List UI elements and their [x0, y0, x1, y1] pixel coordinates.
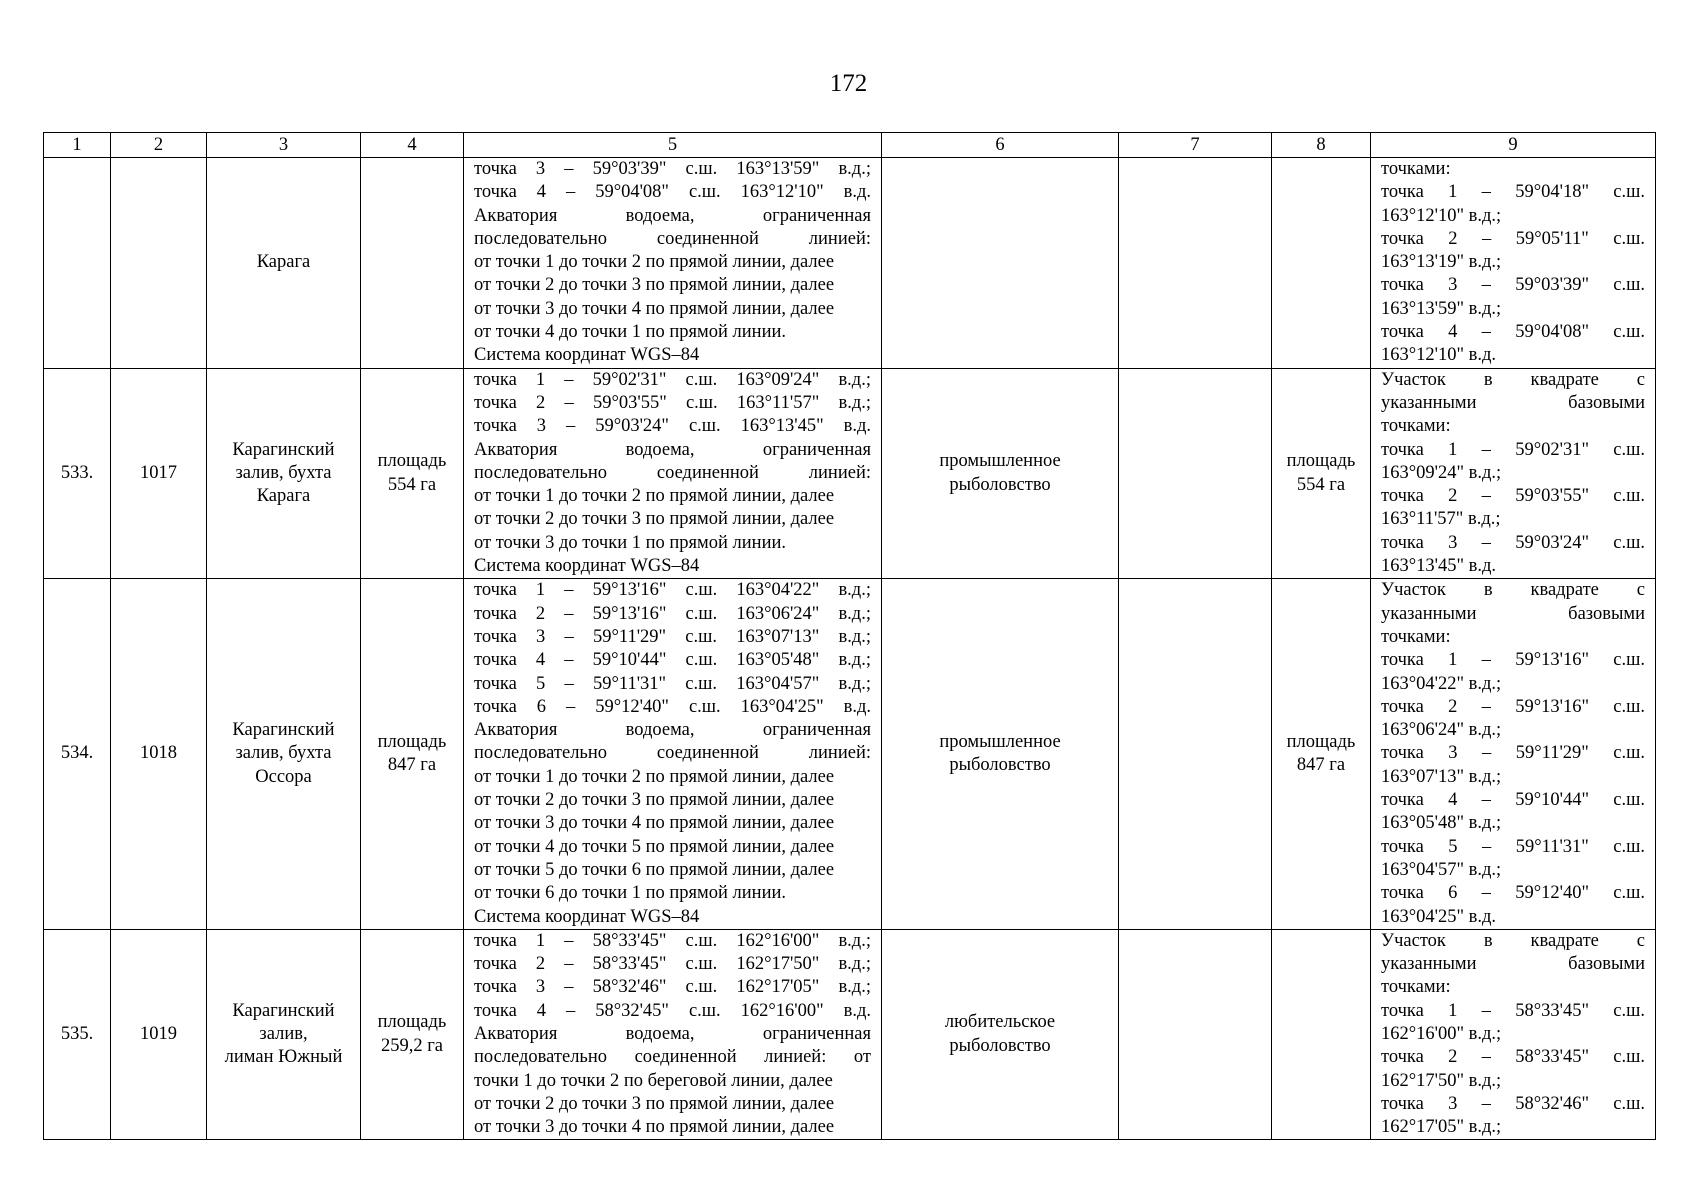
zone-description-line: точка 6 – 59°12'40" с.ш. [1381, 883, 1645, 904]
boundary-description-line: от точки 3 до точки 1 по прямой линии. [474, 532, 786, 553]
column-7-cell [1119, 368, 1272, 579]
area-name-cell [207, 158, 361, 369]
column-7-cell [1119, 158, 1272, 369]
area-name-line: Карага [256, 486, 311, 507]
boundary-description-line: Акватория водоема, ограниченная [474, 439, 871, 460]
zone-description-line: 163°04'57" в.д.; [1381, 859, 1502, 880]
row-number-cell: 534. [44, 579, 111, 929]
zone-description-line: точка 1 – 58°33'45" с.ш. [1381, 1000, 1645, 1021]
column-header: 7 [1119, 133, 1272, 158]
column-header: 8 [1272, 133, 1371, 158]
boundary-description-line: от точки 4 до точки 1 по прямой линии. [474, 322, 786, 343]
boundary-description-line: от точки 6 до точки 1 по прямой линии. [474, 883, 786, 904]
area-size-line: площадь [377, 451, 447, 472]
boundary-description-line: точка 3 – 59°03'24" с.ш. 163°13'45" в.д. [474, 416, 871, 437]
column-number-header [44, 133, 1656, 158]
boundary-description-line: точка 1 – 58°33'45" с.ш. 162°16'00" в.д.; [474, 930, 871, 951]
purpose-cell [882, 158, 1119, 369]
area-size-8-cell [1272, 158, 1371, 369]
boundary-description-line: от точки 1 до точки 2 по прямой линии, далее [474, 252, 835, 273]
zone-description-line: точка 5 – 59°11'31" с.ш. [1381, 836, 1645, 857]
area-size-8-cell [1272, 579, 1371, 929]
area-name-line: Карагинский [232, 720, 335, 741]
zone-description-line: 163°04'22" в.д.; [1381, 673, 1502, 694]
column-7-cell [1119, 579, 1272, 929]
table-row [44, 368, 1656, 579]
area-name-line: Карагинский [232, 439, 335, 460]
zone-description-line: точка 3 – 59°11'29" с.ш. [1381, 743, 1645, 764]
boundary-description-line: от точки 1 до точки 2 по прямой линии, далее [474, 766, 835, 787]
boundary-description-line: точка 3 – 59°11'29" с.ш. 163°07'13" в.д.; [474, 626, 871, 647]
area-code-cell: 1017 [111, 368, 207, 579]
zone-description-line: 163°05'48" в.д.; [1381, 813, 1502, 834]
zone-description-line: точка 1 – 59°13'16" с.ш. [1381, 650, 1645, 671]
area-code-cell [111, 158, 207, 369]
zone-description-line: 163°12'10" в.д. [1381, 345, 1497, 366]
boundary-description-line: точка 2 – 59°03'55" с.ш. 163°11'57" в.д.; [474, 392, 871, 413]
boundary-description-line: точка 5 – 59°11'31" с.ш. 163°04'57" в.д.; [474, 673, 871, 694]
area-name-cell [207, 368, 361, 579]
area-name-line: залив, [259, 1023, 308, 1044]
area-size-8-cell [1272, 368, 1371, 579]
area-size-8-line: 554 га [1296, 474, 1346, 495]
purpose-line: рыболовство [949, 1035, 1051, 1056]
area-name-cell [207, 579, 361, 929]
area-size-line: 259,2 га [380, 1035, 444, 1056]
boundary-description-line: точка 1 – 59°13'16" с.ш. 163°04'22" в.д.; [474, 580, 871, 601]
area-name-line: Карагинский [232, 1000, 335, 1021]
area-code-cell: 1019 [111, 929, 207, 1140]
column-header: 2 [111, 133, 207, 158]
area-size-line: площадь [377, 731, 447, 752]
boundary-description-line: точка 3 – 59°03'39" с.ш. 163°13'59" в.д.; [474, 159, 871, 179]
column-header: 6 [882, 133, 1119, 158]
zone-description-line: 162°17'05" в.д.; [1381, 1117, 1502, 1138]
row-number-cell [44, 158, 111, 369]
boundary-description-line: от точки 5 до точки 6 по прямой линии, далее [474, 859, 835, 880]
zone-description-line: Участок в квадрате с [1381, 580, 1645, 601]
boundary-description-line: Система координат WGS–84 [474, 906, 700, 927]
boundary-description-line: Система координат WGS–84 [474, 556, 700, 577]
row-number-cell: 535. [44, 929, 111, 1140]
boundary-description-cell [464, 579, 882, 929]
boundary-description-line: точка 4 – 59°04'08" с.ш. 163°12'10" в.д. [474, 182, 871, 203]
column-7-cell [1119, 929, 1272, 1140]
column-header: 4 [361, 133, 464, 158]
zone-description-line: точками: [1381, 159, 1451, 179]
column-header: 5 [464, 133, 882, 158]
boundary-description-line: от точки 2 до точки 3 по прямой линии, далее [474, 1093, 835, 1114]
purpose-line: промышленное [939, 731, 1061, 752]
area-name-line: залив, бухта [235, 462, 332, 483]
zone-description-line: точками: [1381, 977, 1451, 998]
area-size-line: 554 га [387, 474, 437, 495]
boundary-description-line: точка 3 – 58°32'46" с.ш. 162°17'05" в.д.; [474, 977, 871, 998]
boundary-description-line: от точки 4 до точки 5 по прямой линии, далее [474, 836, 835, 857]
area-size-cell [361, 158, 464, 369]
boundary-description-line: точка 2 – 58°33'45" с.ш. 162°17'50" в.д.; [474, 954, 871, 975]
boundary-description-line: Акватория водоема, ограниченная [474, 205, 871, 226]
zone-description-line: указанными базовыми [1381, 392, 1645, 413]
purpose-line: любительское [944, 1012, 1056, 1033]
area-name-line: залив, бухта [235, 743, 332, 764]
boundary-description-line: точка 2 – 59°13'16" с.ш. 163°06'24" в.д.; [474, 603, 871, 624]
boundary-description-line: Система координат WGS–84 [474, 345, 700, 366]
zone-description-line: точка 1 – 59°02'31" с.ш. [1381, 439, 1645, 460]
zone-description-line: 163°04'25" в.д. [1381, 906, 1497, 927]
area-size-cell [361, 579, 464, 929]
boundary-description-line: от точки 2 до точки 3 по прямой линии, далее [474, 275, 835, 296]
zone-description-line: 163°13'19" в.д.; [1381, 252, 1502, 273]
zone-description-line: 163°09'24" в.д.; [1381, 462, 1502, 483]
table-row [44, 929, 1656, 1140]
zone-description-cell [1371, 158, 1656, 369]
area-size-cell [361, 929, 464, 1140]
zone-description-line: точка 4 – 59°04'08" с.ш. [1381, 322, 1645, 343]
row-number-cell: 533. [44, 368, 111, 579]
zone-description-line: точка 3 – 58°32'46" с.ш. [1381, 1093, 1645, 1114]
table-row [44, 579, 1656, 929]
table-row [44, 158, 1656, 369]
boundary-description-line: точка 4 – 58°32'45" с.ш. 162°16'00" в.д. [474, 1000, 871, 1021]
zone-description-line: 162°17'50" в.д.; [1381, 1070, 1502, 1091]
column-header: 1 [44, 133, 111, 158]
zone-description-line: точка 2 – 59°05'11" с.ш. [1381, 228, 1645, 249]
zone-description-cell [1371, 579, 1656, 929]
boundary-description-line: от точки 1 до точки 2 по прямой линии, далее [474, 486, 835, 507]
zone-description-line: точка 2 – 59°13'16" с.ш. [1381, 696, 1645, 717]
boundary-description-line: от точки 3 до точки 4 по прямой линии, далее [474, 813, 835, 834]
zone-description-line: точка 2 – 58°33'45" с.ш. [1381, 1047, 1645, 1068]
boundary-description-line: Акватория водоема, ограниченная [474, 1023, 871, 1044]
boundary-description-cell [464, 158, 882, 369]
area-size-cell [361, 368, 464, 579]
purpose-line: промышленное [939, 451, 1061, 472]
zone-description-line: 163°06'24" в.д.; [1381, 720, 1502, 741]
zone-description-line: точка 1 – 59°04'18" с.ш. [1381, 182, 1645, 203]
zone-description-line: точками: [1381, 416, 1451, 437]
boundary-description-line: последовательно соединенной линией: [474, 462, 871, 483]
boundary-description-cell [464, 929, 882, 1140]
area-size-8-line: 847 га [1296, 755, 1346, 776]
area-name-line: Карага [256, 252, 311, 273]
area-size-8-line: площадь [1286, 731, 1356, 752]
zone-description-line: Участок в квадрате с [1381, 930, 1645, 951]
boundary-description-line: от точки 2 до точки 3 по прямой линии, далее [474, 509, 835, 530]
zone-description-line: указанными базовыми [1381, 603, 1645, 624]
zone-description-line: точка 4 – 59°10'44" с.ш. [1381, 790, 1645, 811]
area-size-8-cell [1272, 929, 1371, 1140]
boundary-description-cell [464, 368, 882, 579]
boundary-description-line: точки 1 до точки 2 по береговой линии, далее [474, 1070, 833, 1091]
zone-description-line: 163°07'13" в.д.; [1381, 766, 1502, 787]
area-size-line: 847 га [387, 755, 437, 776]
purpose-line: рыболовство [949, 755, 1051, 776]
boundary-description-line: точка 6 – 59°12'40" с.ш. 163°04'25" в.д. [474, 696, 871, 717]
purpose-line: рыболовство [949, 474, 1051, 495]
zone-description-line: точка 2 – 59°03'55" с.ш. [1381, 486, 1645, 507]
area-name-cell [207, 929, 361, 1140]
zone-description-line: 162°16'00" в.д.; [1381, 1023, 1502, 1044]
zone-description-line: 163°11'57" в.д.; [1381, 509, 1501, 530]
purpose-cell [882, 368, 1119, 579]
column-header: 3 [207, 133, 361, 158]
boundary-description-line: от точки 3 до точки 4 по прямой линии, далее [474, 298, 835, 319]
zone-description-line: точка 3 – 59°03'24" с.ш. [1381, 532, 1645, 553]
boundary-description-line: точка 1 – 59°02'31" с.ш. 163°09'24" в.д.; [474, 369, 871, 390]
page-number: 172 [829, 70, 868, 97]
boundary-description-line: последовательно соединенной линией: от [474, 1047, 871, 1068]
area-size-line: площадь [377, 1012, 447, 1033]
purpose-cell [882, 929, 1119, 1140]
area-size-8-line: площадь [1286, 451, 1356, 472]
zone-description-line: 163°13'45" в.д. [1381, 556, 1497, 577]
area-name-line: лиман Южный [224, 1047, 343, 1068]
zone-description-line: указанными базовыми [1381, 954, 1645, 975]
boundary-description-line: от точки 2 до точки 3 по прямой линии, далее [474, 790, 835, 811]
zone-description-line: точками: [1381, 626, 1451, 647]
zone-description-cell [1371, 929, 1656, 1140]
zone-description-line: 163°12'10" в.д.; [1381, 205, 1502, 226]
zone-description-cell [1371, 368, 1656, 579]
boundary-description-line: последовательно соединенной линией: [474, 228, 871, 249]
fishing-areas-table [43, 132, 1656, 1140]
zone-description-line: Участок в квадрате с [1381, 369, 1645, 390]
purpose-cell [882, 579, 1119, 929]
boundary-description-line: последовательно соединенной линией: [474, 743, 871, 764]
boundary-description-line: от точки 3 до точки 4 по прямой линии, далее [474, 1117, 835, 1138]
boundary-description-line: точка 4 – 59°10'44" с.ш. 163°05'48" в.д.; [474, 650, 871, 671]
column-header: 9 [1371, 133, 1656, 158]
zone-description-line: точка 3 – 59°03'39" с.ш. [1381, 275, 1645, 296]
zone-description-line: 163°13'59" в.д.; [1381, 298, 1502, 319]
area-name-line: Оссора [255, 766, 312, 787]
area-code-cell: 1018 [111, 579, 207, 929]
boundary-description-line: Акватория водоема, ограниченная [474, 720, 871, 741]
